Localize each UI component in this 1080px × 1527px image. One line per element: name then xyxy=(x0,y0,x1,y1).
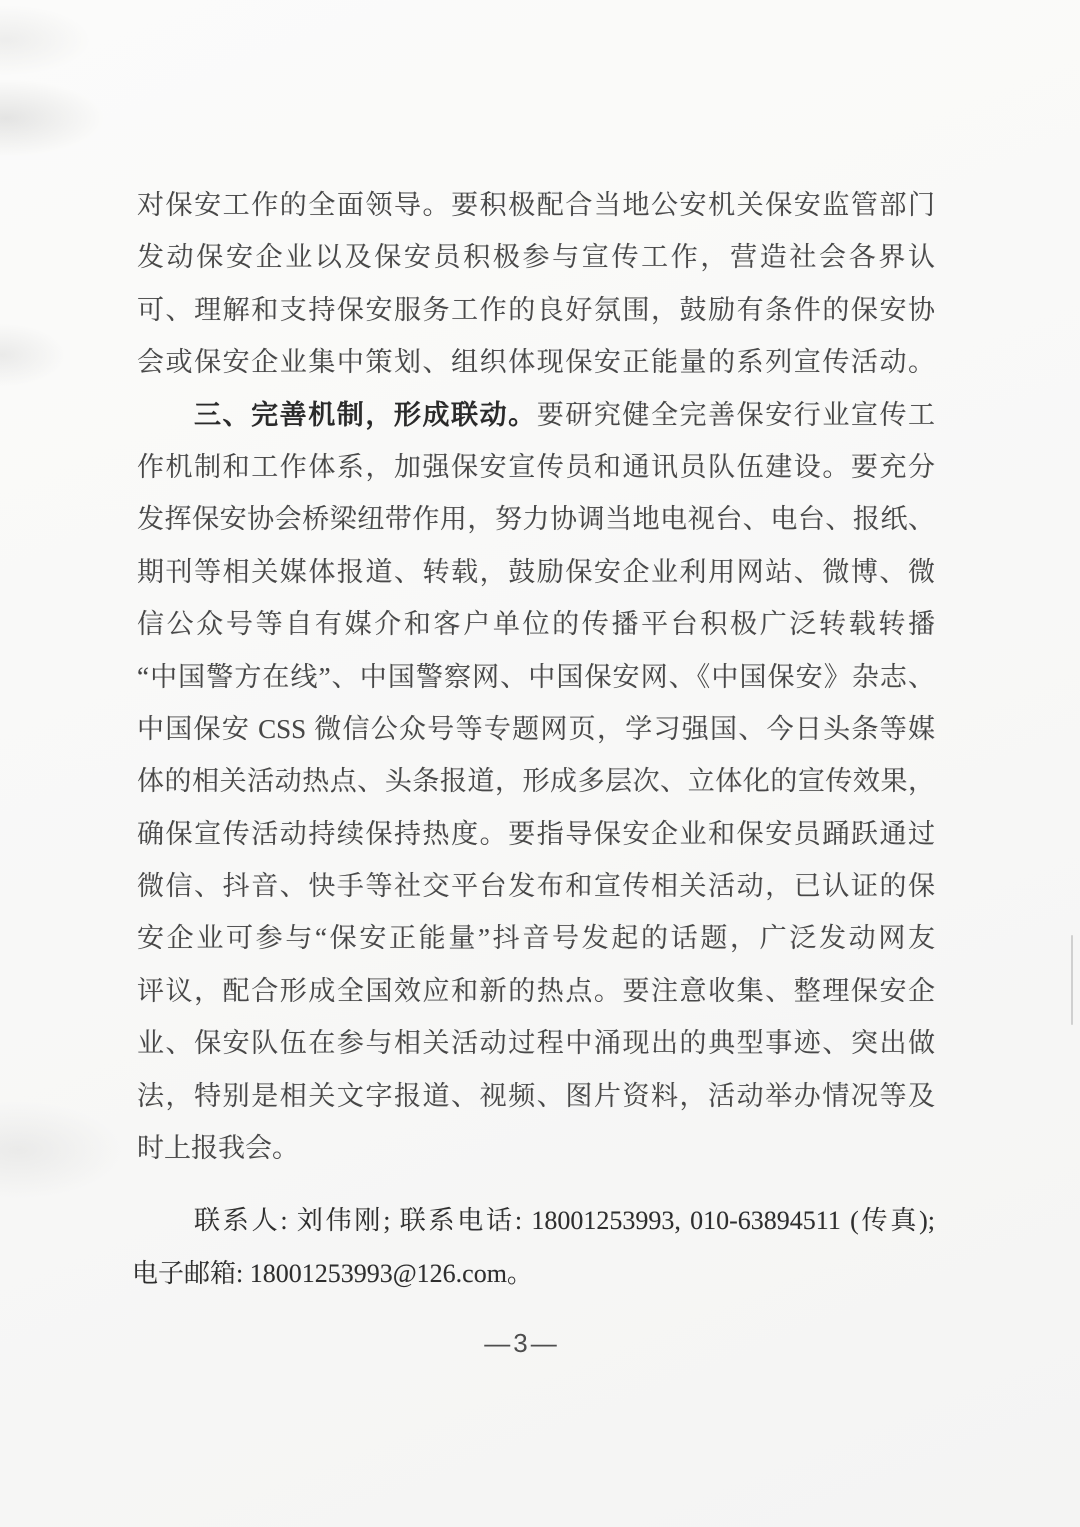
paragraph-line: 对保安工作的全面领导。要积极配合当地公安机关保安监管部门 xyxy=(137,190,935,220)
paragraph-line: 发动保安企业以及保安员积极参与宣传工作，营造社会各界认 xyxy=(137,242,935,273)
section-line: 发挥保安协会桥梁纽带作用，努力协调当地电视台、电台、报纸、 xyxy=(137,504,935,535)
section-heading-lead: 要研究健全完善保安行业宣传工 xyxy=(536,399,936,430)
section-line: “中国警方在线”、中国警察网、中国保安网、《中国保安》杂志、 xyxy=(137,661,935,692)
contact-block xyxy=(132,1195,935,1300)
section-line: 信公众号等自有媒介和客户单位的传播平台积极广泛转载转播 xyxy=(137,609,935,640)
section-line: 期刊等相关媒体报道、转载，鼓励保安企业利用网站、微博、微 xyxy=(137,556,935,587)
section-heading-line xyxy=(137,389,935,441)
section-line: 法，特别是相关文字报道、视频、图片资料，活动举办情况等及 xyxy=(137,1080,935,1111)
paragraph-line: 可、理解和支持保安服务工作的良好氛围，鼓励有条件的保安协 xyxy=(137,294,935,325)
section-line: 体的相关活动热点、头条报道，形成多层次、立体化的宣传效果， xyxy=(137,766,935,797)
section-line: 业、保安队伍在参与相关活动过程中涌现出的典型事迹、突出做 xyxy=(137,1028,935,1059)
section-line: 评议，配合形成全国效应和新的热点。要注意收集、整理保安企 xyxy=(137,975,935,1006)
section-heading: 三、完善机制，形成联动。 xyxy=(194,399,537,430)
section-line: 时上报我会。 xyxy=(137,1133,299,1164)
contact-line-email: 电子邮箱: 18001253993@126.com。 xyxy=(132,1258,533,1288)
scan-artifact-streak xyxy=(1071,935,1073,1025)
section-line: 确保宣传活动持续保持热度。要指导保安企业和保安员踊跃通过 xyxy=(137,818,935,849)
contact-line-phone: 联系人: 刘伟刚; 联系电话: 18001253993, 010-63894511 (传真); xyxy=(194,1206,935,1236)
document-body xyxy=(132,179,936,1359)
section-line: 微信、抖音、快手等社交平台发布和宣传相关活动，已认证的保 xyxy=(137,871,935,902)
section-line: 安企业可参与“保安正能量”抖音号发起的话题，广泛发动网友 xyxy=(137,923,935,954)
paragraph-line: 会或保安企业集中策划、组织体现保安正能量的系列宣传活动。 xyxy=(137,347,935,378)
section-line: 作机制和工作体系，加强保安宣传员和通讯员队伍建设。要充分 xyxy=(137,451,935,482)
page-number: —3— xyxy=(484,1328,560,1359)
section-line: 中国保安 CSS 微信公众号等专题网页，学习强国、今日头条等媒 xyxy=(137,713,935,744)
